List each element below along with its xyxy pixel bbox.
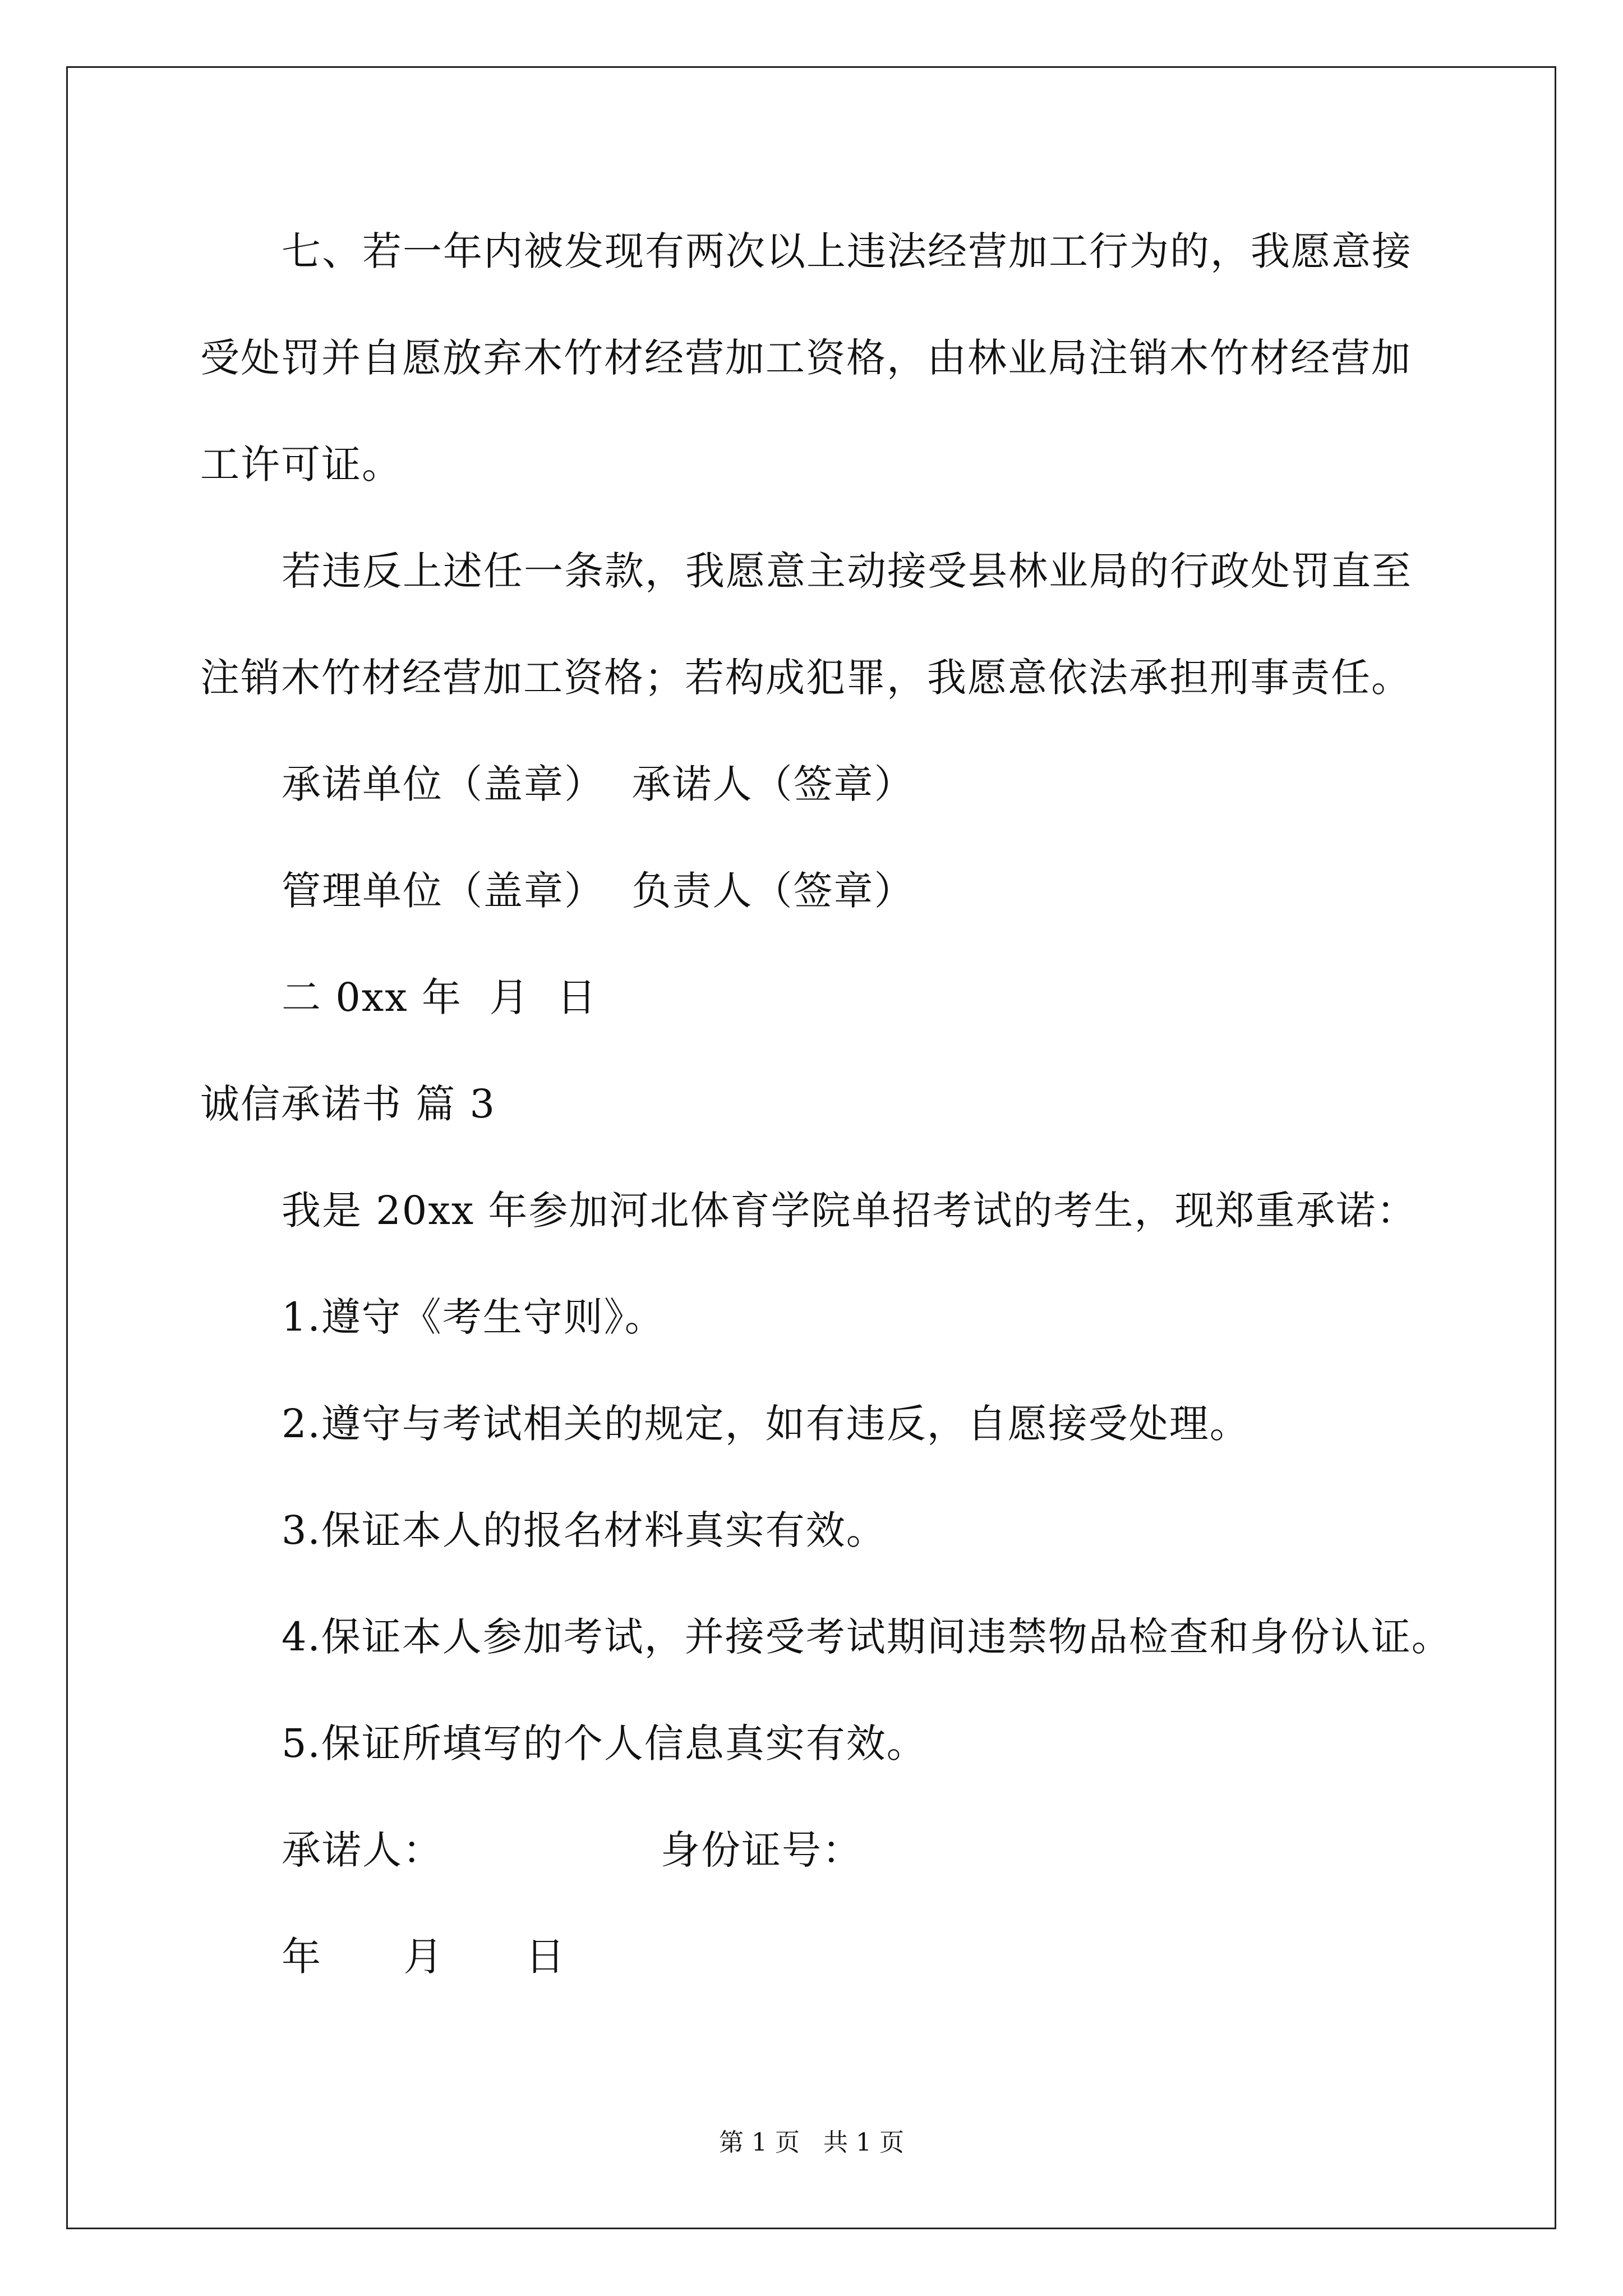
list-item: 5.保证所填写的个人信息真实有效。	[282, 1720, 927, 1766]
paragraph-line: 若违反上述任一条款，我愿意主动接受县林业局的行政处罚直至	[282, 548, 1412, 594]
list-item: 3.保证本人的报名材料真实有效。	[282, 1507, 887, 1553]
signature-line: 管理单位（盖章） 负责人（签章）	[282, 868, 915, 914]
paragraph-line: 七、若一年内被发现有两次以上违法经营加工行为的，我愿意接	[282, 228, 1412, 274]
list-item: 4.保证本人参加考试，并接受考试期间违禁物品检查和身份认证。	[282, 1614, 1452, 1660]
list-item: 2.遵守与考试相关的规定，如有违反，自愿接受处理。	[282, 1401, 1250, 1447]
paragraph-line: 工许可证。	[200, 441, 402, 487]
page-border	[66, 66, 1556, 2229]
page-footer: 第 1 页 共 1 页	[719, 2128, 904, 2157]
paragraph-line: 受处罚并自愿放弃木竹材经营加工资格，由林业局注销木竹材经营加	[200, 335, 1412, 381]
signature-line: 承诺单位（盖章） 承诺人（签章）	[282, 761, 915, 807]
paragraph-line: 注销木竹材经营加工资格；若构成犯罪，我愿意依法承担刑事责任。	[200, 655, 1412, 701]
section-heading: 诚信承诺书 篇 3	[200, 1081, 496, 1127]
list-item: 1.遵守《考生守则》。	[282, 1294, 665, 1340]
signature-line: 承诺人： 身份证号：	[282, 1827, 863, 1873]
date-line: 年 月 日	[282, 1934, 566, 1980]
date-line: 二 0xx 年 月 日	[282, 974, 597, 1020]
paragraph-line: 我是 20xx 年参加河北体育学院单招考试的考生，现郑重承诺：	[282, 1188, 1417, 1234]
